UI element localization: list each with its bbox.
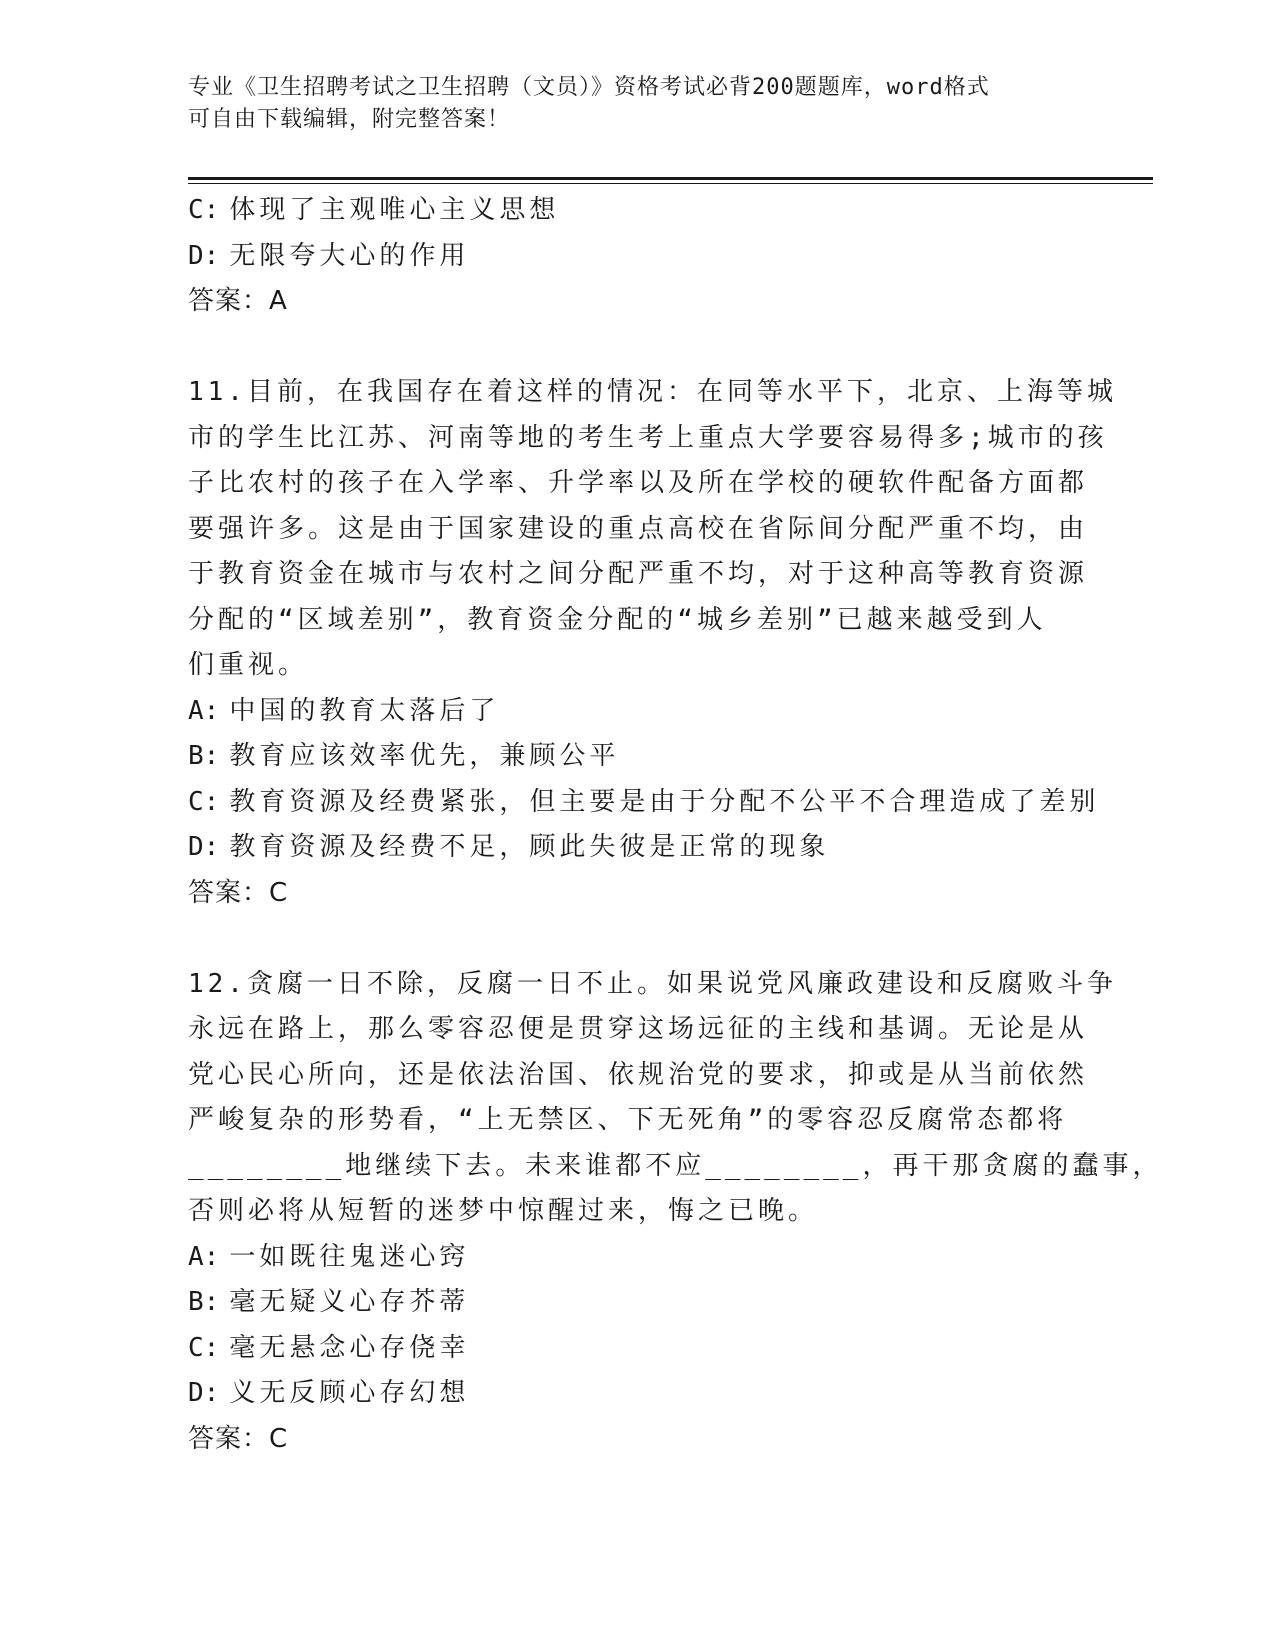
question-text-line: 市的学生比江苏、河南等地的考生考上重点大学要容易得多;城市的孩 bbox=[188, 422, 1108, 453]
question-text-line: 永远在路上，那么零容忍便是贯穿这场远征的主线和基调。无论是从 bbox=[188, 1014, 1089, 1044]
question-text-line: 于教育资金在城市与农村之间分配严重不均，对于这种高等教育资源 bbox=[188, 559, 1089, 589]
option-a bbox=[188, 1235, 1088, 1281]
option-letter: A: bbox=[188, 1241, 220, 1272]
question-text-line: 分配的“区域差别”，教育资金分配的“城乡差别”已越来越受到人 bbox=[188, 604, 1047, 635]
question-text-line: 要强许多。这是由于国家建设的重点高校在省际间分配严重不均，由 bbox=[188, 513, 1089, 544]
question-text-line: ________地继续下去。未来谁都不应________，再干那贪腐的蠢事， bbox=[188, 1150, 1163, 1181]
option-text: 教育资源及经费紧张，但主要是由于分配不公平不合理造成了差别 bbox=[229, 786, 1100, 817]
option-letter: D: bbox=[188, 240, 220, 271]
option-d bbox=[188, 234, 1088, 280]
header-title-line-1: 专业《卫生招聘考试之卫生招聘（文员）》资格考试必背200题题库，word格式 bbox=[188, 75, 990, 100]
header-divider-thin bbox=[188, 183, 1153, 184]
option-d bbox=[188, 825, 1088, 871]
question-text-line: 子比农村的孩子在入学率、升学率以及所在学校的硬软件配备方面都 bbox=[188, 468, 1089, 498]
option-letter: A: bbox=[188, 695, 220, 726]
option-d bbox=[188, 1371, 1088, 1417]
option-text: 义无反顾心存幻想 bbox=[229, 1378, 470, 1408]
spacer bbox=[188, 325, 1088, 371]
option-c bbox=[188, 1326, 1088, 1372]
question-text-line: 党心民心所向，还是依法治国、依规治党的要求，抑或是从当前依然 bbox=[188, 1059, 1089, 1090]
question-text-line: 严峻复杂的形势看，“上无禁区、下无死角”的零容忍反腐常态都将 bbox=[188, 1105, 1068, 1135]
page-header bbox=[188, 72, 1068, 136]
header-divider-thick bbox=[188, 177, 1153, 180]
question-11-block bbox=[188, 370, 1117, 916]
option-b bbox=[188, 1280, 1088, 1326]
option-letter: B: bbox=[188, 1287, 220, 1317]
question-text-line: 12.贪腐一日不除，反腐一日不止。如果说党风廉政建设和反腐败斗争 bbox=[188, 968, 1117, 999]
option-text: 无限夸大心的作用 bbox=[229, 240, 470, 271]
option-c bbox=[188, 780, 1100, 826]
option-letter: D: bbox=[188, 1378, 220, 1408]
question-text-line: 11.目前，在我国存在着这样的情况：在同等水平下，北京、上海等城 bbox=[188, 377, 1117, 407]
question-text-line: 们重视。 bbox=[188, 650, 309, 680]
option-text: 教育应该效率优先，兼顾公平 bbox=[229, 741, 620, 771]
option-text: 一如既往鬼迷心窍 bbox=[229, 1241, 470, 1272]
option-text: 毫无悬念心存侥幸 bbox=[229, 1332, 470, 1363]
prev-question-block bbox=[188, 188, 1088, 325]
option-b bbox=[188, 734, 1088, 780]
spacer bbox=[188, 916, 1088, 962]
answer-line: 答案：A bbox=[188, 286, 288, 316]
question-12-block bbox=[188, 962, 1163, 1463]
option-text: 毫无疑义心存芥蒂 bbox=[229, 1287, 470, 1317]
header-title-line-2: 可自由下载编辑，附完整答案！ bbox=[188, 107, 511, 132]
option-c bbox=[188, 188, 1088, 234]
question-content bbox=[188, 188, 1163, 1462]
option-letter: B: bbox=[188, 741, 220, 771]
option-text: 中国的教育太落后了 bbox=[229, 695, 500, 726]
option-text: 体现了主观唯心主义思想 bbox=[229, 195, 560, 225]
answer-line: 答案：C bbox=[188, 1423, 289, 1454]
answer-line: 答案：C bbox=[188, 877, 289, 908]
option-letter: C: bbox=[188, 195, 220, 225]
option-a bbox=[188, 689, 1088, 735]
option-letter: C: bbox=[188, 786, 220, 817]
option-letter: C: bbox=[188, 1332, 220, 1363]
question-text-line: 否则必将从短暂的迷梦中惊醒过来，悔之已晚。 bbox=[188, 1196, 819, 1226]
option-text: 教育资源及经费不足，顾此失彼是正常的现象 bbox=[229, 832, 830, 862]
option-letter: D: bbox=[188, 832, 220, 862]
